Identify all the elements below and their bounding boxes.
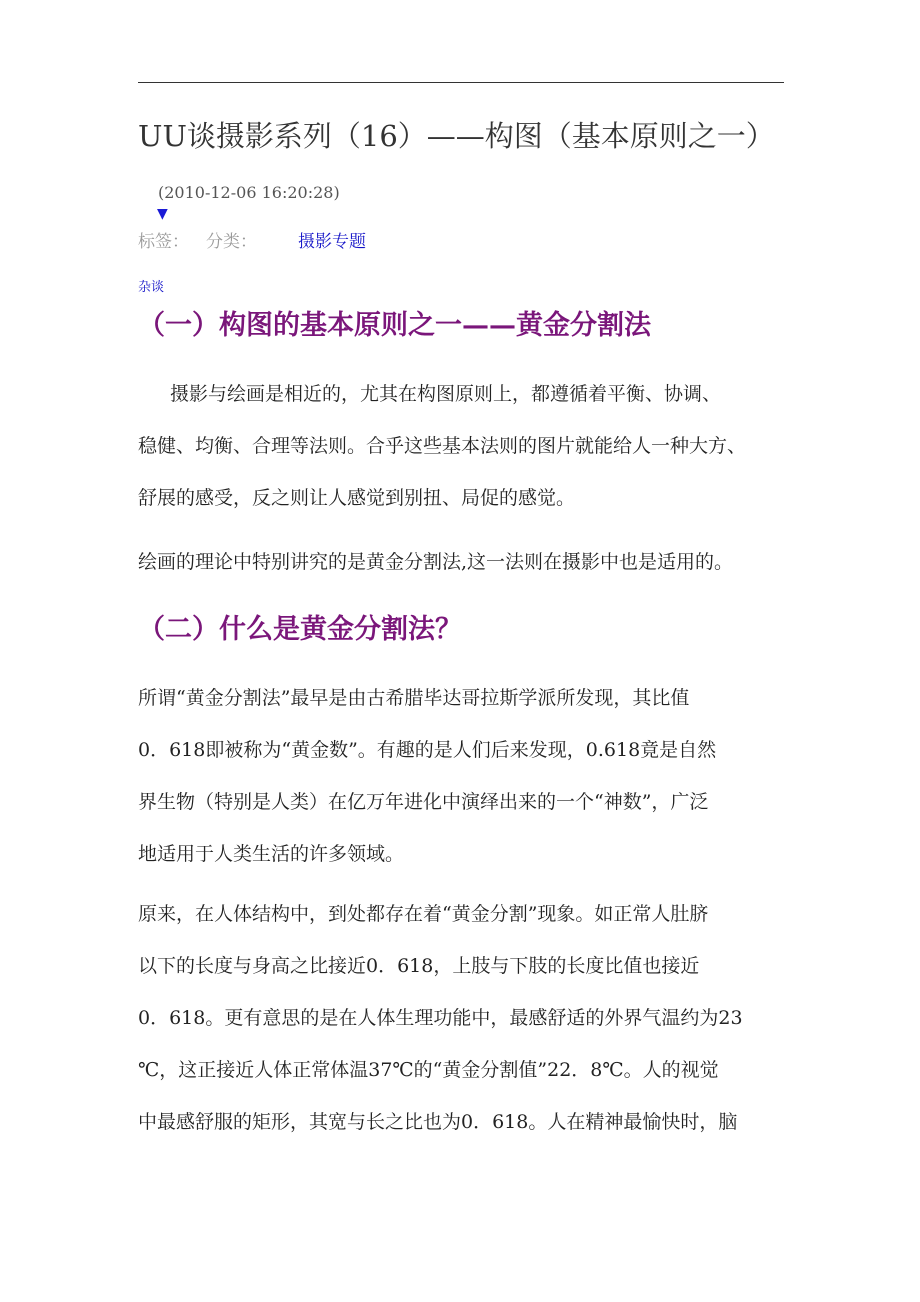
paragraph-line: 摄影与绘画是相近的，尤其在构图原则上，都遵循着平衡、协调、 (170, 383, 722, 405)
post-title: UU谈摄影系列（16）——构图（基本原则之一） (138, 119, 775, 153)
top-divider (138, 82, 784, 83)
category-label: 分类： (206, 232, 257, 252)
paragraph (138, 536, 790, 588)
tag-link[interactable]: 杂谈 (138, 280, 165, 295)
paragraph-line: 界生物（特别是人类）在亿万年进化中演绎出来的一个“神数”，广泛 (138, 791, 709, 813)
paragraph-line: 原来，在人体结构中，到处都存在着“黄金分割”现象。如正常人肚脐 (138, 903, 709, 925)
section-heading: （二）什么是黄金分割法？ (138, 614, 462, 645)
paragraph-line: 舒展的感受，反之则让人感觉到别扭、局促的感觉。 (138, 487, 576, 509)
triangle-down-icon[interactable]: ▼ (157, 206, 168, 222)
category-link[interactable]: 摄影专题 (298, 232, 366, 252)
paragraph-line: 以下的长度与身高之比接近0．618，上肢与下肢的长度比值也接近 (138, 955, 700, 977)
paragraph-line: 0．618即被称为“黄金数”。有趣的是人们后来发现，0.618竟是自然 (138, 739, 717, 761)
paragraph-line: 0．618。更有意思的是在人体生理功能中，最感舒适的外界气温约为23 (138, 1007, 743, 1029)
paragraph-line: 稳健、均衡、合理等法则。合乎这些基本法则的图片就能给人一种大方、 (138, 435, 747, 457)
paragraph-line: ℃，这正接近人体正常体温37℃的“黄金分割值”22．8℃。人的视觉 (138, 1059, 719, 1081)
section-heading: （一）构图的基本原则之一——黄金分割法 (138, 310, 651, 341)
paragraph (138, 672, 790, 880)
post-timestamp: (2010-12-06 16:20:28) (158, 183, 340, 202)
paragraph (138, 888, 790, 1148)
paragraph-line: 绘画的理论中特别讲究的是黄金分割法,这一法则在摄影中也是适用的。 (138, 551, 734, 573)
paragraph-line: 中最感舒服的矩形，其宽与长之比也为0．618。人在精神最愉快时，脑 (138, 1111, 738, 1133)
paragraph-line: 地适用于人类生活的许多领域。 (138, 843, 405, 865)
tags-label: 标签： (138, 232, 189, 252)
paragraph-line: 所谓“黄金分割法”最早是由古希腊毕达哥拉斯学派所发现，其比值 (138, 687, 690, 709)
paragraph (138, 368, 790, 524)
